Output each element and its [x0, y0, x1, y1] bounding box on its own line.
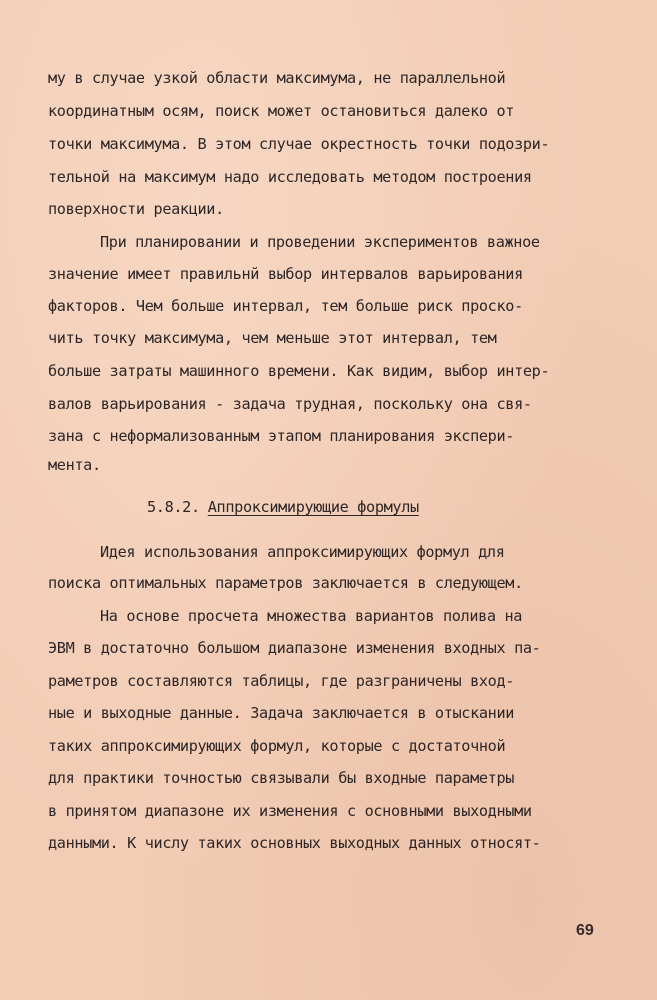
- text-line: значение имеет правильнй выбор интервалов варьирования: [48, 265, 523, 283]
- text-line: валов варьирования - задача трудная, поскольку она свя-: [48, 395, 532, 413]
- text-line: поиска оптимальных параметров заключается в следующем.: [48, 574, 523, 592]
- text-line: му в случае узкой области максимума, не параллельной: [48, 69, 506, 87]
- section-number: 5.8.2.: [147, 498, 200, 516]
- text-line: для практики точностью связывали бы входные параметры: [48, 769, 515, 787]
- text-line: чить точку максимума, чем меньше этот интервал, тем: [48, 329, 497, 347]
- text-line: тельной на максимум надо исследовать методом построения: [48, 168, 532, 186]
- text-line: мента.: [48, 456, 101, 474]
- text-line: таких аппроксимирующих формул, которые с достаточной: [48, 737, 506, 755]
- text-line: данными. К числу таких основных выходных данных относят-: [48, 834, 541, 852]
- text-line: Идея использования аппроксимирующих формул для: [100, 543, 505, 561]
- text-line: При планировании и проведении экспериментов важное: [100, 233, 540, 251]
- section-heading: [147, 498, 419, 516]
- text-line: точки максимума. В этом случае окрестность точки подозри-: [48, 135, 550, 153]
- text-line: координатным осям, поиск может остановиться далеко от: [48, 102, 515, 120]
- text-line: раметров составляются таблицы, где разграничены вход-: [48, 672, 515, 690]
- page-number: 69: [576, 922, 594, 939]
- text-line: в принятом диапазоне их изменения с основными выходными: [48, 802, 532, 820]
- text-line: На основе просчета множества вариантов полива на: [100, 607, 523, 625]
- text-line: ные и выходные данные. Задача заключается в отыскании: [48, 704, 515, 722]
- text-line: больше затраты машинного времени. Как видим, выбор интер-: [48, 362, 550, 380]
- text-line: ЭВМ в достаточно большом диапазоне изменения входных па-: [48, 639, 541, 657]
- section-title: Аппроксимирующие формулы: [207, 498, 419, 516]
- text-line: факторов. Чем больше интервал, тем больше риск проско-: [48, 297, 523, 315]
- text-line: зана с неформализованным этапом планирования экспери-: [48, 427, 515, 445]
- text-line: поверхности реакции.: [48, 200, 224, 218]
